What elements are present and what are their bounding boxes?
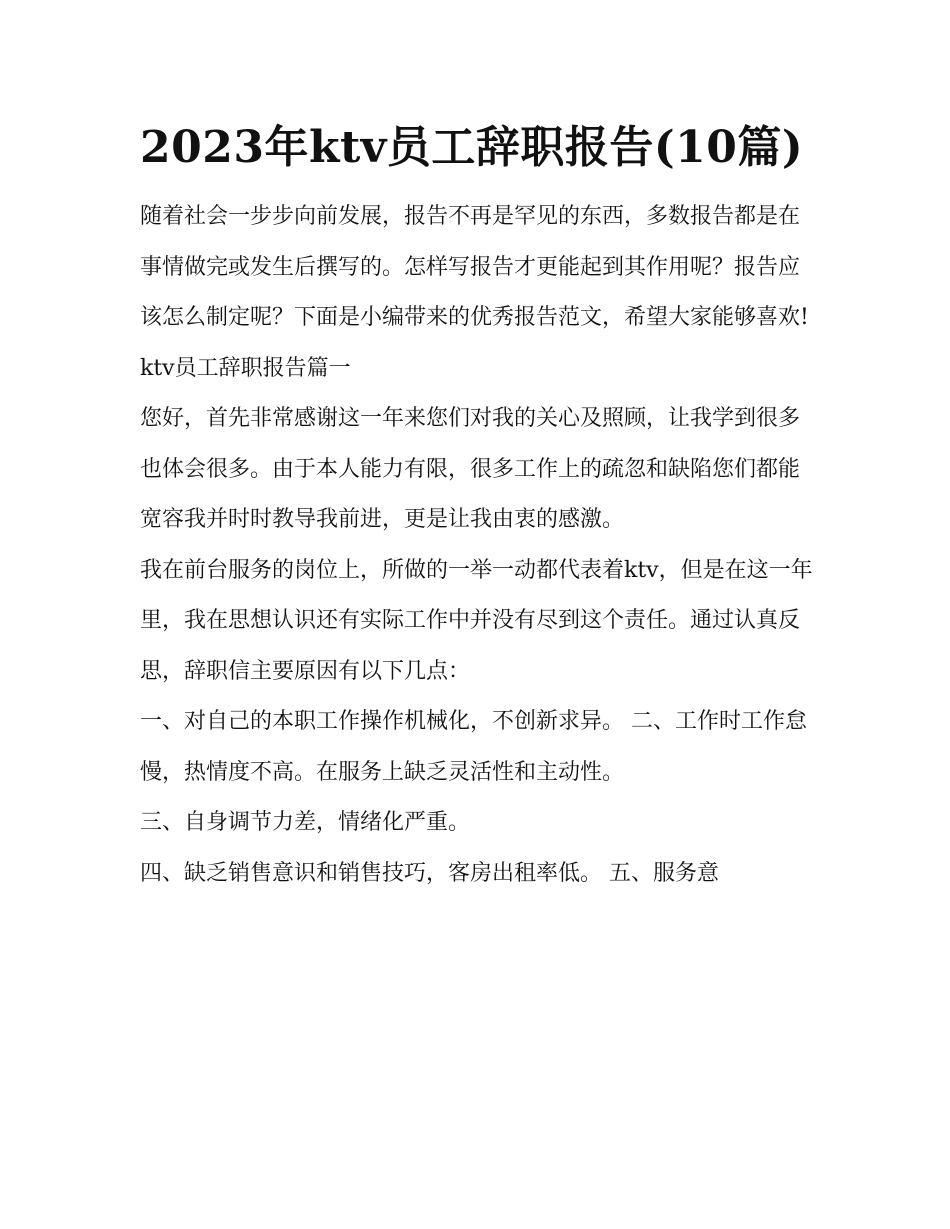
intro-paragraph: 随着社会一步步向前发展，报告不再是罕见的东西，多数报告都是在事情做完或发生后撰写的。怎样写报告才更能起到其作用呢？报告应该怎么制定呢？下面是小编带来的优秀报告范文，希望大家能够喜欢! [140,204,809,330]
section-heading: ktv员工辞职报告篇一 [140,355,351,381]
list-paragraph: 一、对自己的本职工作操作机械化，不创新求异。 二、工作时工作怠慢，热情度不高。在服务上缺乏灵活性和主动性。 [140,709,807,785]
body-paragraph: 您好，首先非常感谢这一年来您们对我的关心及照顾，让我学到很多也体会很多。由于本人能力有限，很多工作上的疏忽和缺陷您们都能宽容我并时时教导我前进，更是让我由衷的感激。 [140,406,801,532]
list-paragraph: 三、自身调节力差，情绪化严重。 [140,810,471,835]
list-paragraph: 四、缺乏销售意识和销售技巧，客房出租率低。 五、服务意 [140,860,719,886]
body-paragraph: 我在前台服务的岗位上，所做的一举一动都代表着ktv，但是在这一年里，我在思想认识还有实际工作中并没有尽到这个责任。通过认真反思，辞职信主要原因有以下几点： [140,557,813,684]
document-title: 2023年ktv员工辞职报告(10篇) [140,122,804,173]
document-page [140,110,815,899]
